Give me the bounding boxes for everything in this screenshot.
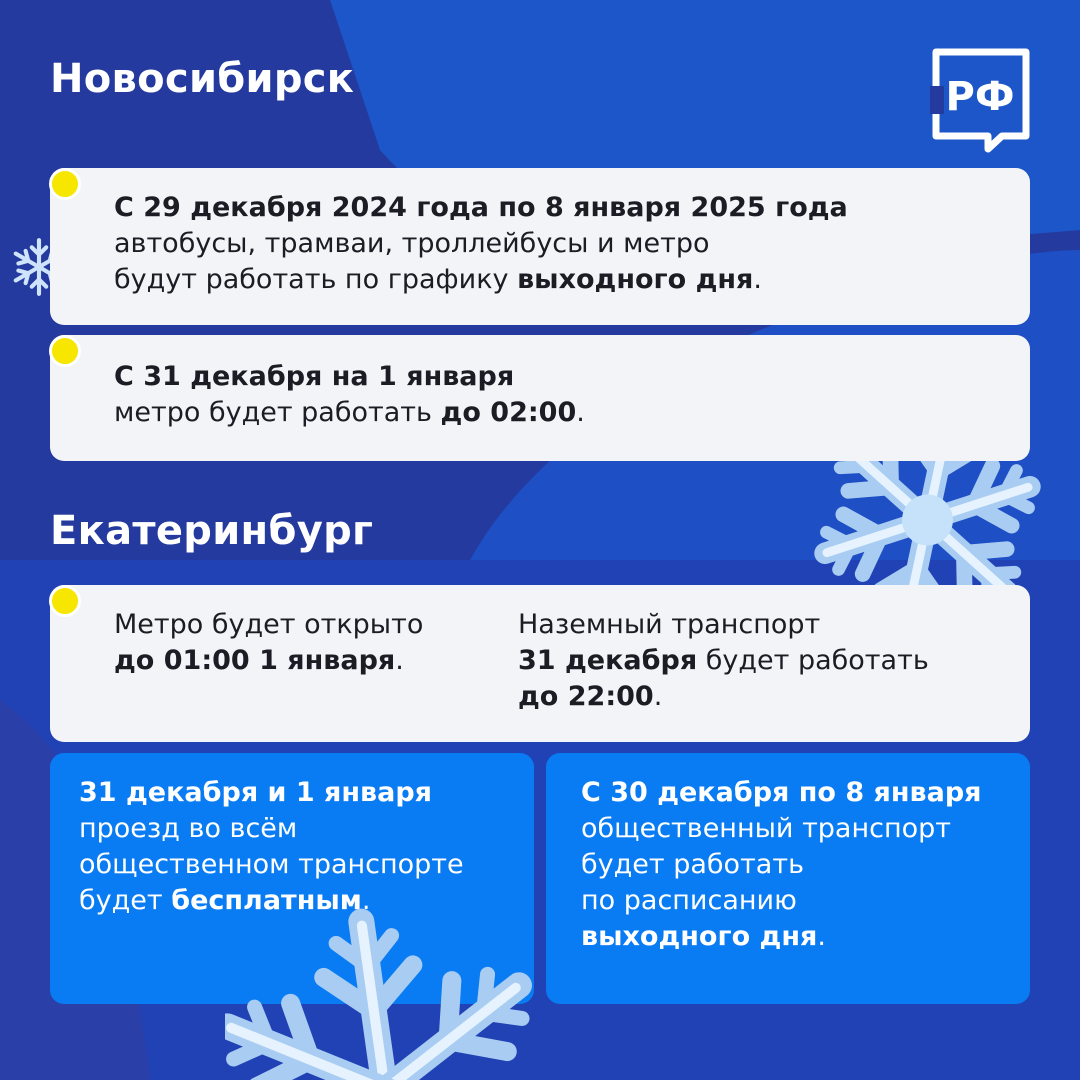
holiday-schedule-text-3: по расписанию [581,885,797,916]
ground-transport-hours [518,607,929,715]
city-title-novosibirsk: Новосибирск [50,56,355,102]
metro-closing-time: до 01:00 1 января [114,645,396,676]
metro-text: метро будет работать [114,397,441,428]
schedule-highlight: выходного дня [517,264,754,295]
ground-transport-closing-time: до 22:00 [518,681,654,712]
free-ride-text-3: будет [79,885,172,916]
rf-logo-icon [930,48,1034,154]
info-card-holiday-schedule [546,753,1030,1004]
ground-transport-text-2: будет работать [697,645,929,676]
free-ride-text-1: проезд во всём [79,813,298,844]
free-ride-text-2: общественном транспорте [79,849,464,880]
info-card-novosibirsk-schedule [50,168,1030,325]
info-card-yekaterinburg-hours [50,585,1030,742]
bullet-marker [49,585,81,617]
snowflake-bottom-icon [225,905,555,1080]
schedule-text: будут работать по графику [114,264,518,295]
holiday-schedule-text-1: общественный транспорт [581,813,952,844]
ground-transport-date: 31 декабря [518,645,698,676]
city-title-yekaterinburg: Екатеринбург [50,508,374,554]
free-ride-highlight: бесплатным [171,885,362,916]
punctuation: . [395,645,404,676]
schedule-period: С 29 декабря 2024 года по 8 января 2025 года [114,192,848,223]
metro-night-period: С 31 декабря на 1 января [114,361,515,392]
punctuation: . [653,681,663,712]
transport-types: автобусы, трамваи, троллейбусы и метро [114,228,710,259]
metro-closing-time: до 02:00 [440,397,577,428]
info-card-novosibirsk-metro [50,335,1030,461]
bullet-marker [49,168,81,200]
holiday-schedule-highlight: выходного дня [581,921,818,952]
holiday-schedule-text-2: будет работать [581,849,804,880]
logo-text: РФ [945,74,1015,120]
bullet-marker [49,335,81,367]
holiday-schedule-dates: С 30 декабря по 8 января [581,777,982,808]
metro-hours [114,607,423,679]
punctuation: . [361,885,371,916]
free-ride-dates: 31 декабря и 1 января [79,777,433,808]
ground-transport-text: Наземный транспорт [518,609,821,640]
punctuation: . [576,397,585,428]
metro-text: Метро будет открыто [114,609,424,640]
punctuation: . [753,264,762,295]
punctuation: . [817,921,826,952]
